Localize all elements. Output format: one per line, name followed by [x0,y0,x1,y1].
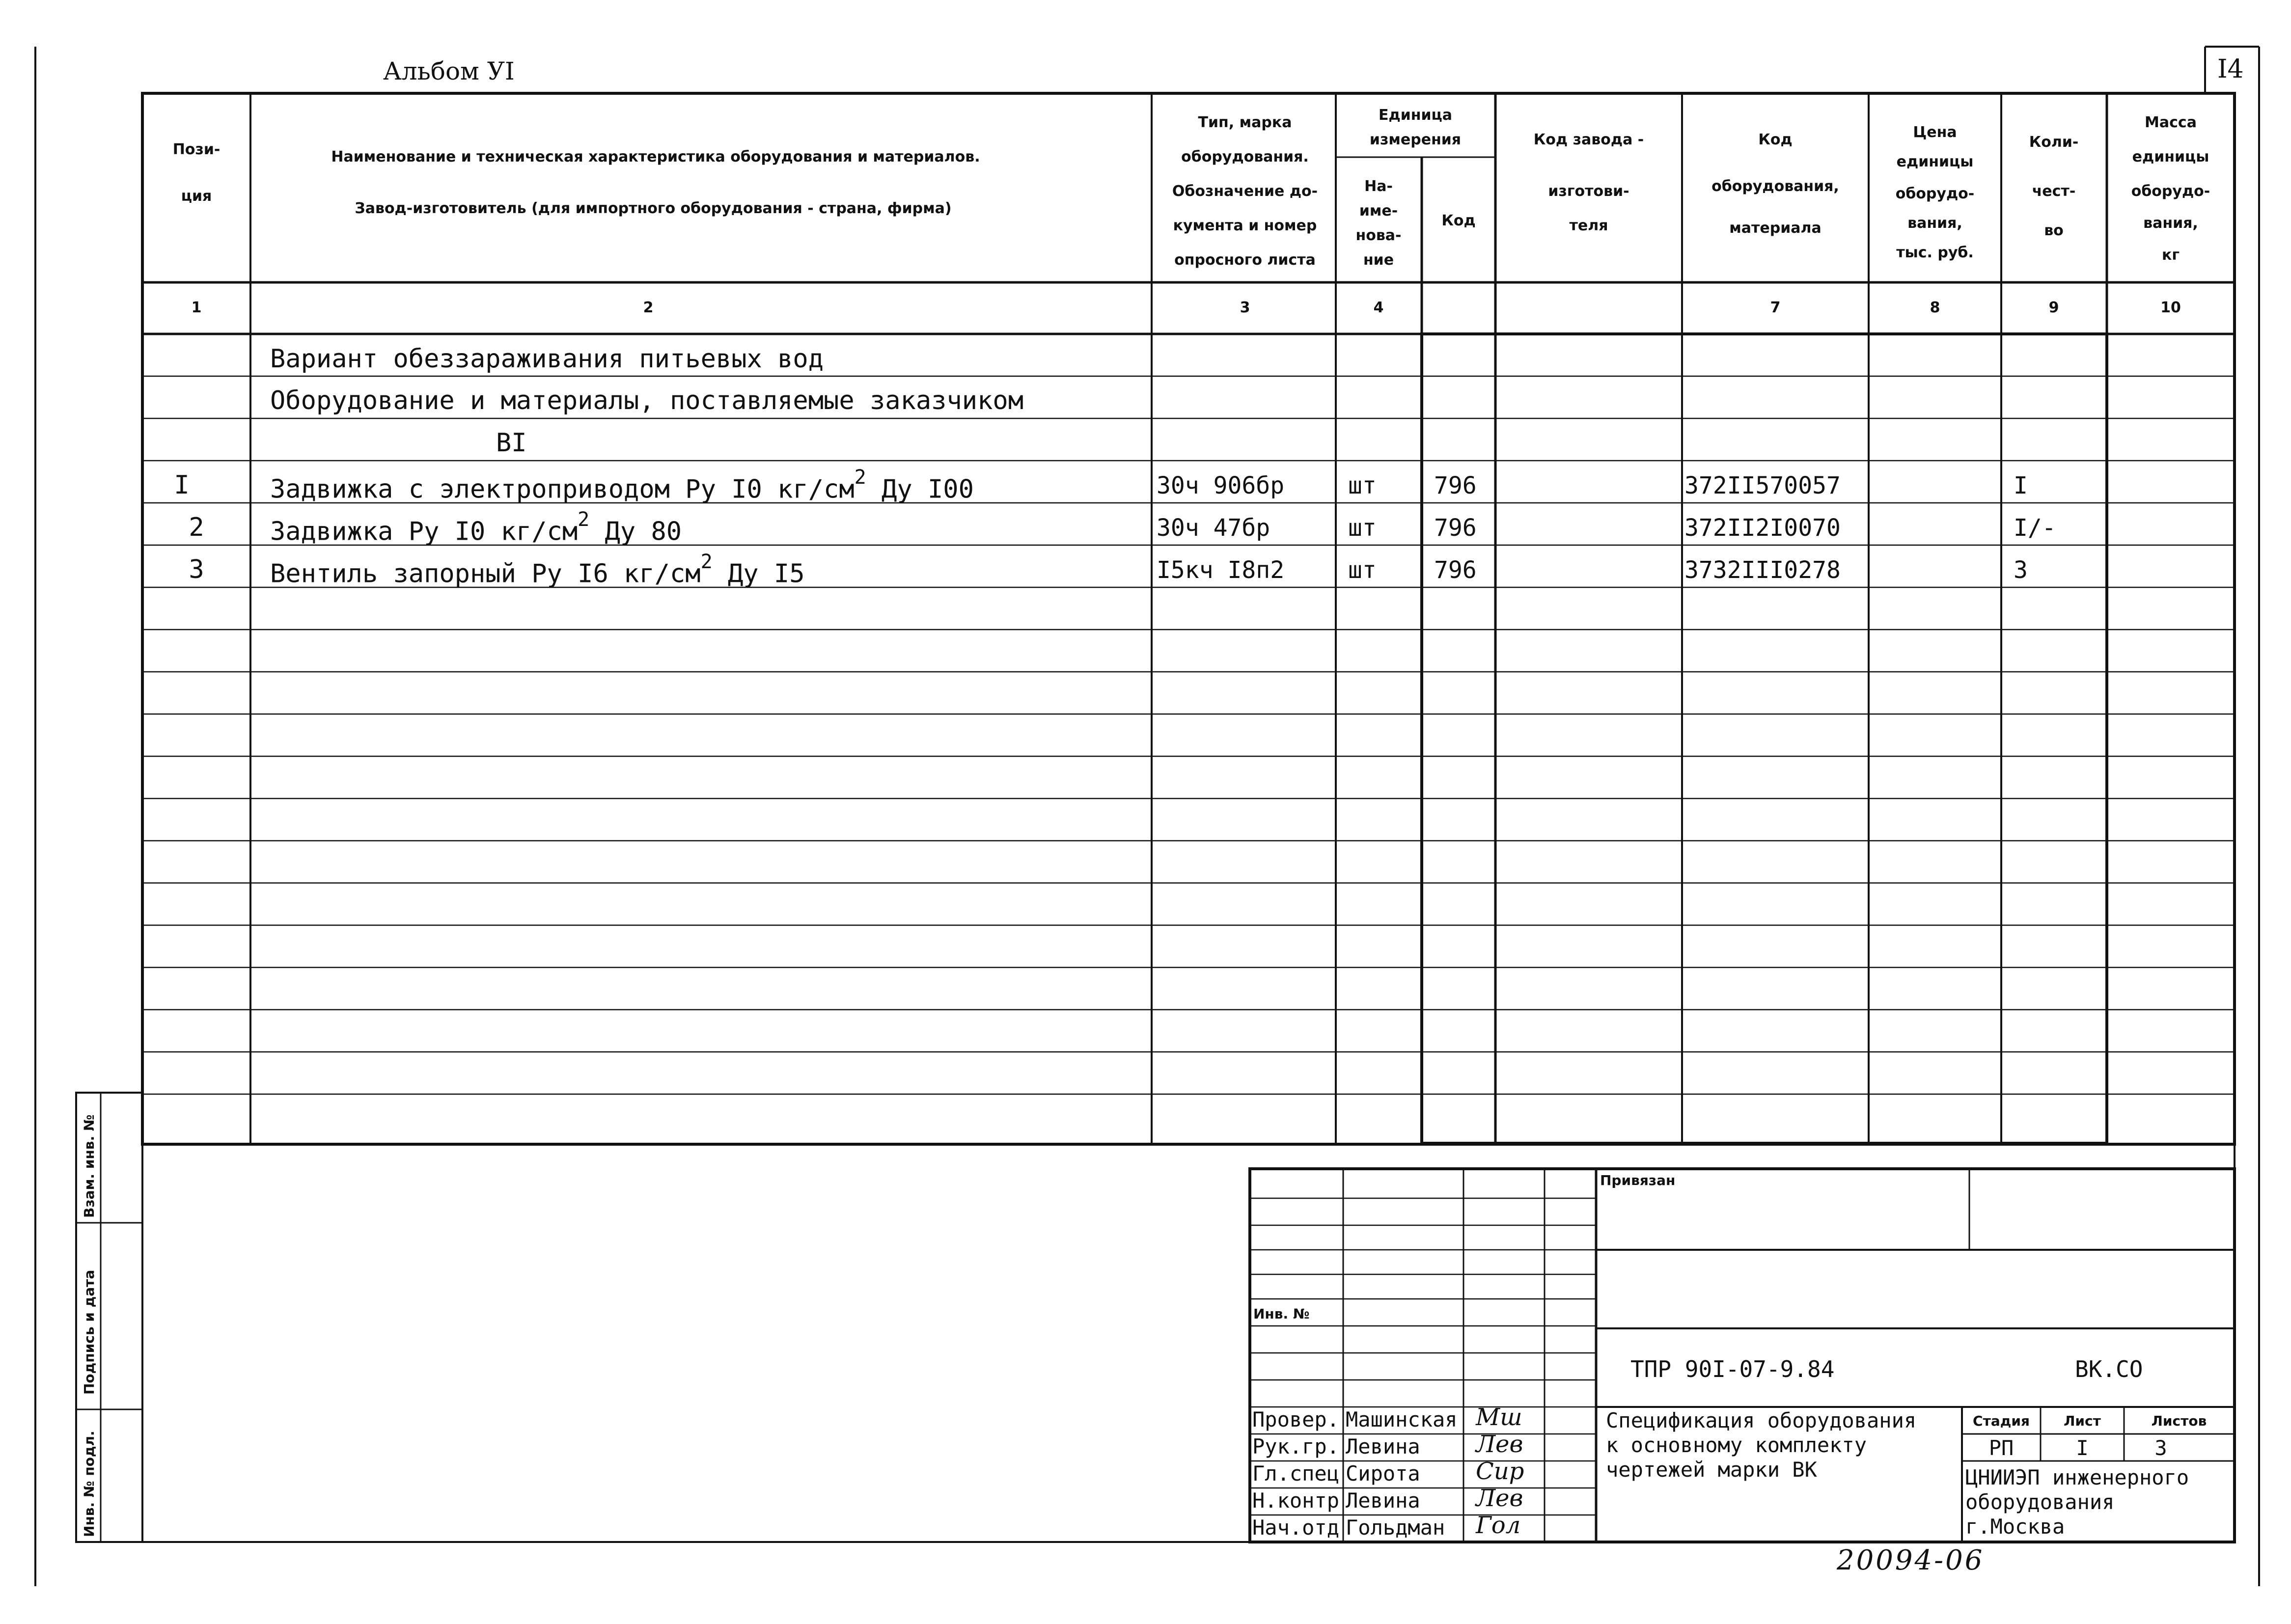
drawing-mark: ВК.СО [2075,1356,2143,1382]
album-title: Альбом УI [383,57,515,85]
signature: Лев [1476,1431,1523,1458]
side-label-inv: Инв. № подл. [81,1431,97,1537]
archive-stamp: 20094-06 [1837,1544,1985,1576]
signature: Мш [1476,1404,1522,1431]
stage-value: РП [1988,1436,2014,1460]
sheets-value: 3 [2154,1436,2167,1460]
signature: Лев [1476,1485,1523,1512]
drawing-sheet: Альбом УI I4 Пози- ция Наименование и техническая характеристика оборудования и материалов. Завод-изготовитель (для импортного оборудования - страна, фирма) Тип, марка оборудования. Обозначение до- кумента и номер опросного листа Единица измерения На- име- нова- ние Код Код завода - изготови- теля Код оборудования, материала Цена единицы оборудо- вания, тыс. руб. Коли- чест- во Масса единицы оборудо- вания, кг 1 2 3 4 7 8 9 10 Вариант обеззараживания питьевых вод Оборудование и материалы, поставляемые заказчиком BI I Задвижка с электроприводом Ру I0 $кг/см^2$ Ду I00 30ч 906бр шт 796 372II570057 I 2 Задвижка Ру I0 $кг/см^2$ Ду 80 30ч 47бр шт 796 372II2I0070 I/- 3 Вентиль запорный Ру I6 $кг/см^2$ Ду I5 I5кч I8п2 шт 796 3732III0278 3 Взам. инв. № Подпись и дата Инв. № подл. Привязан Инв. № ТПР 90I-07-9.84 ВК.СО Спецификация оборудования к основному комплекту чертежей марки ВК Стадия Лист Листов РП I 3 ЦНИИЭП инженерного оборудования г.Москва Провер. Машинская Мш Рук.гр. Левина Лев Гл.спец Сирота Сир Н.контр Левина Лев Нач.отд Гольдман Гол 20094-06 [0,0,2291,1624]
sheet-label: Лист [2064,1413,2101,1429]
sheet-corner-number: I4 [2217,55,2244,84]
project-code: ТПР 90I-07-9.84 [1630,1356,1835,1382]
inv-no-label: Инв. № [1253,1306,1310,1322]
sheet-value: I [2076,1436,2089,1460]
side-label-vzam: Взам. инв. № [81,1114,97,1218]
signature: Гол [1476,1512,1521,1539]
signature: Сир [1476,1458,1524,1485]
side-label-podpis: Подпись и дата [81,1269,97,1395]
stage-label: Стадия [1973,1413,2030,1429]
sheets-label: Листов [2151,1413,2207,1429]
privyazan-label: Привязан [1600,1172,1676,1188]
